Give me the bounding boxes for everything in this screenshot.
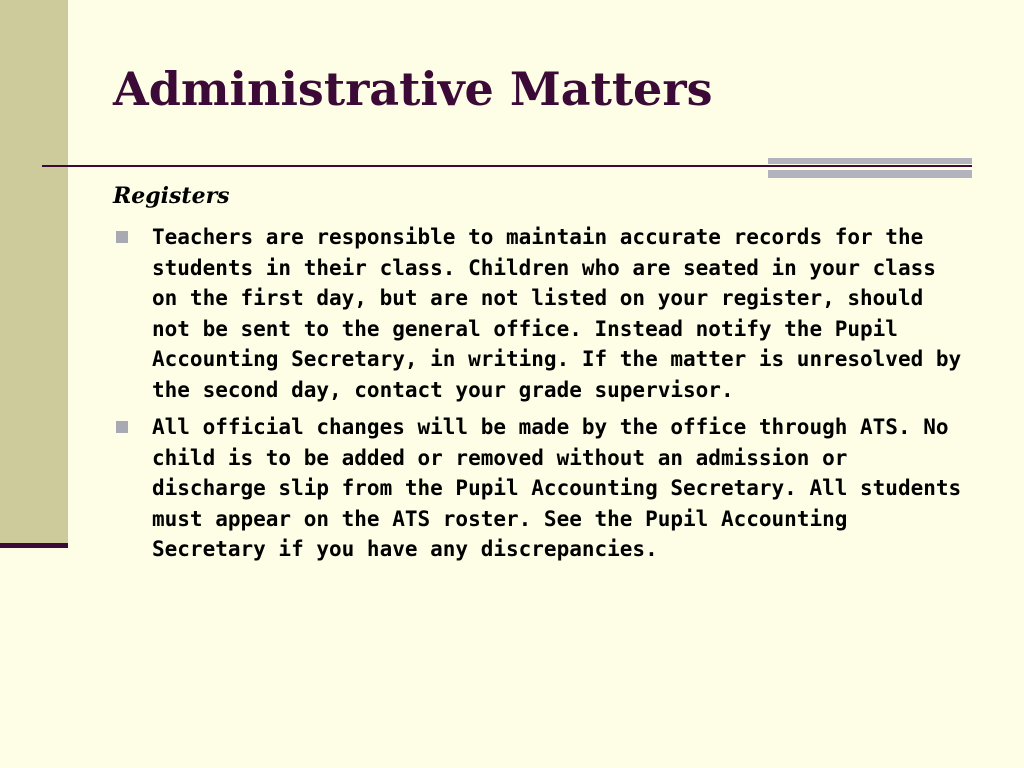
bullet-text: Teachers are responsible to maintain accurate records for the students in their class. Children who are seated in your class on the first day, but are not listed on your register, should not be sent to the general office. Instead notify the Pupil Accounting Secretary, in writing. If the matter is unresolved by the second day, contact your grade supervisor. xyxy=(152,225,962,402)
left-side-band xyxy=(0,0,68,545)
bullet-list xyxy=(113,222,973,572)
left-accent-bar xyxy=(0,543,68,548)
square-bullet-icon xyxy=(116,421,128,433)
bullet-item xyxy=(113,222,973,405)
bullet-item xyxy=(113,412,973,565)
title-accent-stripe-bottom xyxy=(768,170,972,178)
title-underline-rule xyxy=(42,165,972,167)
slide-title: Administrative Matters xyxy=(113,62,713,116)
bullet-text: All official changes will be made by the office through ATS. No child is to be added or removed without an admission or discharge slip from the Pupil Accounting Secretary. All students must appear on the ATS roster. See the Pupil Accounting Secretary if you have any discrepancies. xyxy=(152,415,962,561)
title-accent-stripe-top xyxy=(768,158,972,164)
square-bullet-icon xyxy=(116,231,128,243)
section-subheading: Registers xyxy=(113,183,230,209)
